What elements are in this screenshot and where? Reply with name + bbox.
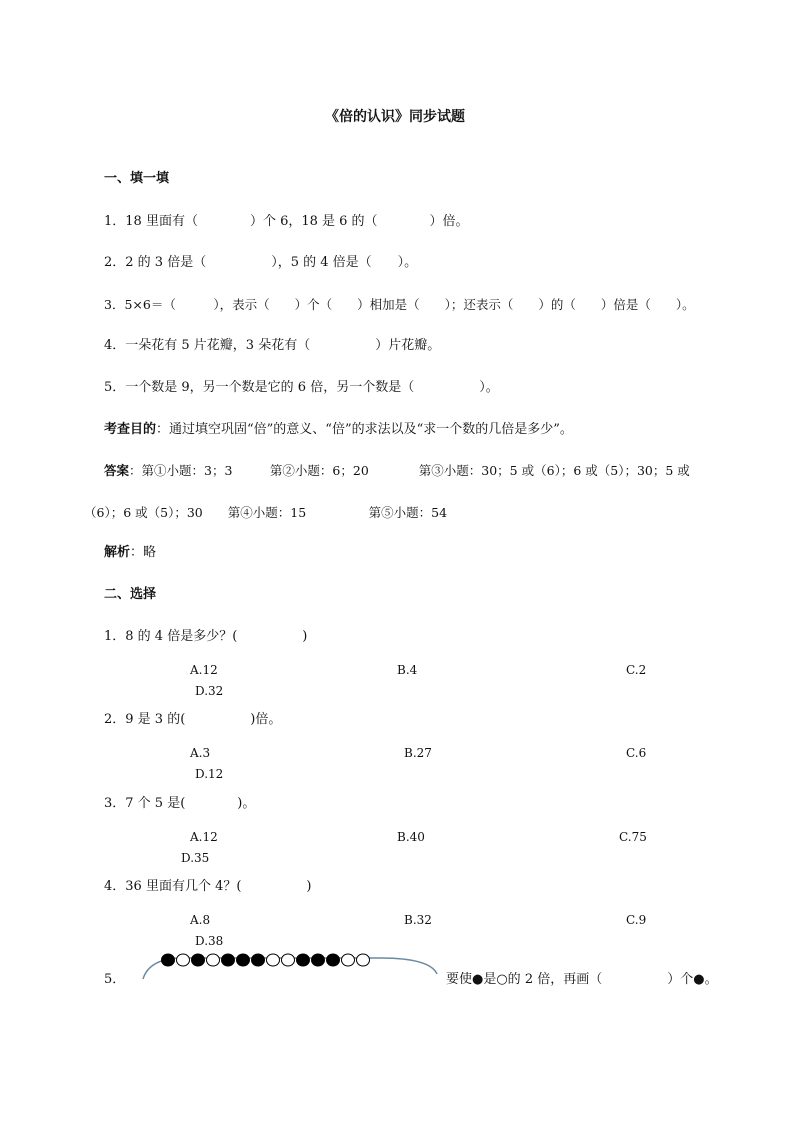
empty-bead xyxy=(267,954,280,966)
fill-question-5: 5．一个数是 9，另一个数是它的 6 倍，另一个数是（ ）。 xyxy=(104,380,499,395)
option-c: C.2 xyxy=(626,663,647,677)
option-c: C.9 xyxy=(626,913,647,927)
answer-line xyxy=(104,463,690,479)
filled-bead xyxy=(327,954,340,966)
option-a: A.12 xyxy=(190,830,218,844)
fill-question-2: 2．2 的 3 倍是（ ），5 的 4 倍是（ ）。 xyxy=(104,255,418,270)
analysis-label: 解析 xyxy=(104,545,131,560)
filled-bead xyxy=(162,954,175,966)
option-d: D.32 xyxy=(195,684,224,698)
section1-heading: 一、填一填 xyxy=(104,171,170,186)
choice-question-5-text: 要使●是○的 2 倍，再画（ ）个●。 xyxy=(446,972,718,987)
empty-bead xyxy=(342,954,355,966)
filled-bead xyxy=(237,954,250,966)
option-d: D.38 xyxy=(195,934,224,948)
analysis-text: ：略 xyxy=(130,545,157,560)
option-d: D.12 xyxy=(195,767,224,781)
empty-bead xyxy=(177,954,190,966)
filled-bead xyxy=(222,954,235,966)
choice-question-3: 3．7 个 5 是( )。 xyxy=(104,796,256,811)
empty-bead xyxy=(282,954,295,966)
purpose-label: 考查目的 xyxy=(104,422,157,437)
option-a: A.3 xyxy=(190,746,211,760)
answer-label: 答案 xyxy=(104,463,130,478)
purpose-text: ：通过填空巩固“倍”的意义、“倍”的求法以及“求一个数的几倍是多少”。 xyxy=(156,422,573,437)
analysis-line xyxy=(104,545,156,561)
bead-string-figure xyxy=(130,948,440,988)
fill-question-3: 3．5×6＝（ ），表示（ ）个（ ）相加是（ ）；还表示（ ）的（ ）倍是（ ）。 xyxy=(104,297,695,312)
option-d: D.35 xyxy=(181,851,210,865)
choice-question-5-number: 5． xyxy=(104,972,126,987)
choice-question-4: 4．36 里面有几个 4？( ) xyxy=(104,879,312,894)
empty-bead xyxy=(207,954,220,966)
fill-question-4: 4．一朵花有 5 片花瓣，3 朵花有（ ）片花瓣。 xyxy=(104,338,441,353)
purpose-line xyxy=(104,422,573,438)
option-c: C.6 xyxy=(626,746,647,760)
filled-bead xyxy=(312,954,325,966)
answer-text-1: ：第①小题：3；3 第②小题：6；20 第③小题：30；5 或（6）；6 或（5）；30；5 或 xyxy=(129,463,690,478)
fill-question-1: 1．18 里面有（ ）个 6，18 是 6 的（ ）倍。 xyxy=(104,214,469,229)
choice-question-1: 1．8 的 4 倍是多少？( ) xyxy=(104,629,308,644)
option-b: B.32 xyxy=(404,913,432,927)
empty-bead xyxy=(357,954,370,966)
answer-text-2: （6）；6 或（5）；30 第④小题：15 第⑤小题：54 xyxy=(84,505,448,520)
filled-bead xyxy=(297,954,310,966)
choice-question-2: 2．9 是 3 的( )倍。 xyxy=(104,712,282,727)
page-title: 《倍的认识》同步试题 xyxy=(325,109,465,125)
option-b: B.40 xyxy=(397,830,425,844)
option-b: B.27 xyxy=(404,746,432,760)
option-b: B.4 xyxy=(397,663,418,677)
option-c: C.75 xyxy=(619,830,647,844)
option-a: A.12 xyxy=(190,663,218,677)
filled-bead xyxy=(252,954,265,966)
filled-bead xyxy=(192,954,205,966)
section2-heading: 二、选择 xyxy=(104,587,157,602)
option-a: A.8 xyxy=(190,913,211,927)
